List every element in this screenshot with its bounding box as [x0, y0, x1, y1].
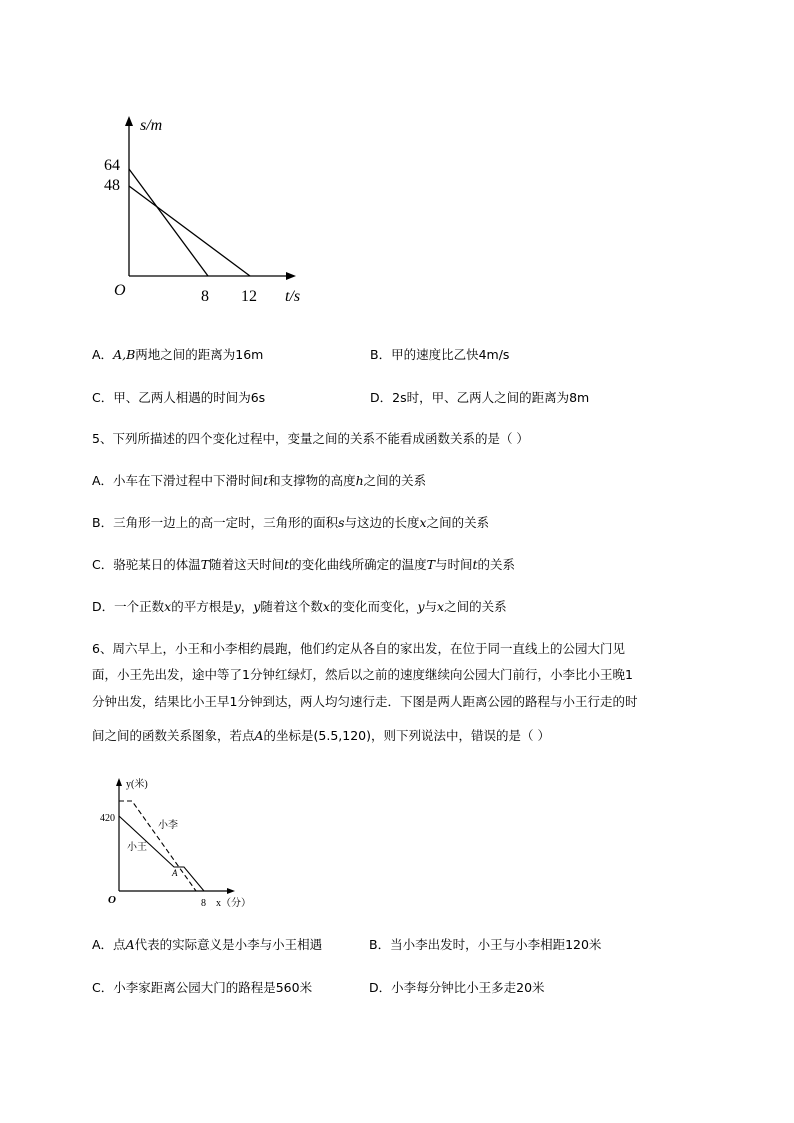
q6-line4-text-2: 的坐标是(5.5,120)，则下列说法中，错误的是（ ） — [263, 728, 550, 743]
q5-d-var-x: x — [164, 599, 172, 614]
q5-d-var-y2: y — [253, 599, 261, 614]
y-axis-label: y(米) — [126, 779, 148, 790]
y-axis-label: s/m — [140, 117, 163, 134]
q5-c-text-1: C．骆驼某日的体温 — [92, 557, 201, 572]
label-xiaoli: 小李 — [158, 820, 178, 831]
q5-d-var-x2: x — [322, 599, 330, 614]
q5-d-var-y: y — [233, 599, 241, 614]
q5-b-var-s: s — [338, 515, 345, 530]
q5-a-text-1: A．小车在下滑过程中下滑时间 — [92, 473, 264, 488]
q6-stem-line-2: 面，小王先出发，途中等了1分钟红绿灯，然后以之前的速度继续向公园大门前行，小李比小王晚1 — [92, 667, 633, 682]
x-tick-12: 12 — [241, 288, 257, 305]
y-axis-arrow — [125, 116, 133, 126]
q6-option-b: B．当小李出发时，小王与小李相距120米 — [369, 937, 602, 952]
y-tick-64: 64 — [104, 157, 120, 174]
q5-b-var-x: x — [419, 515, 427, 530]
q5-c-var-T2: T — [426, 557, 435, 572]
x-axis-arrow — [227, 888, 235, 894]
x-axis-label: t/s — [285, 288, 301, 305]
q5-c-var-t: t — [284, 557, 290, 572]
q5-d-text-4: 随着这个数 — [260, 599, 323, 614]
q5-option-a — [92, 471, 426, 489]
q5-d-text-2: 的平方根是 — [171, 599, 234, 614]
x-axis-label: x（分） — [216, 898, 251, 909]
q5-d-text-1: D．一个正数 — [92, 599, 165, 614]
point-a-label: A — [172, 868, 178, 878]
q4-option-b: B．甲的速度比乙快4m/s — [370, 347, 510, 362]
q6-a-text-1: A．点 — [92, 937, 126, 952]
origin-label: O — [108, 894, 116, 906]
q6-option-c: C．小李家距离公园大门的路程是560米 — [92, 980, 313, 995]
x-axis-arrow — [286, 272, 296, 280]
q6-a-text-2: 代表的实际意义是小李与小王相遇 — [134, 937, 323, 952]
q5-a-var-h: h — [355, 473, 364, 488]
q5-a-text-3: 之间的关系 — [363, 473, 427, 488]
q5-option-c — [92, 555, 515, 573]
q5-stem: 5、下列所描述的四个变化过程中，变量之间的关系不能看成函数关系的是（ ） — [92, 431, 529, 446]
y-tick-420: 420 — [100, 813, 115, 824]
q5-c-text-2: 随着这天时间 — [209, 557, 285, 572]
q5-b-text-3: 之间的关系 — [426, 515, 490, 530]
distance-time-chart — [0, 0, 794, 320]
park-distance-chart — [0, 770, 794, 910]
q5-c-text-3: 的变化曲线所确定的温度 — [289, 557, 427, 572]
q5-c-var-t2: t — [472, 557, 478, 572]
q5-c-text-5: 的关系 — [477, 557, 516, 572]
q6-stem-line-4 — [92, 726, 550, 744]
q4-option-c: C．甲、乙两人相遇的时间为6s — [92, 390, 266, 405]
line-person-a — [129, 169, 208, 276]
q6-stem-line-1: 6、周六早上，小王和小李相约晨跑，他们约定从各自的家出发，在位于同一直线上的公园大门见 — [92, 641, 625, 656]
q5-d-var-x3: x — [437, 599, 445, 614]
q5-b-text-1: B．三角形一边上的高一定时，三角形的面积 — [92, 515, 339, 530]
label-xiaowang: 小王 — [127, 842, 147, 853]
q5-c-text-4: 与时间 — [434, 557, 473, 572]
q6-option-d: D．小李每分钟比小王多走20米 — [369, 980, 545, 995]
q6-stem-line-3: 分钟出发，结果比小王早1分钟到达，两人均匀速行走．下图是两人距离公园的路程与小王行走的时 — [92, 694, 638, 709]
q6-a-var: A — [125, 937, 135, 952]
y-axis-arrow — [116, 778, 122, 786]
x-tick-8: 8 — [201, 288, 209, 305]
q4-option-a-text: 两地之间的距离为16m — [135, 347, 264, 362]
q5-c-var-T: T — [200, 557, 210, 572]
q5-b-text-2: 与这边的长度 — [344, 515, 420, 530]
q6-line4-var-a: A — [254, 728, 264, 743]
q4-option-a — [92, 345, 263, 363]
q6-line4-text-1: 间之间的函数关系图象，若点 — [92, 728, 255, 743]
q6-option-a — [92, 935, 322, 953]
x-tick-8: 8 — [201, 898, 206, 909]
q5-d-var-y3: y — [417, 599, 425, 614]
q4-option-a-prefix: A． — [92, 347, 114, 362]
q5-option-b — [92, 513, 489, 531]
y-tick-48: 48 — [104, 177, 120, 194]
line-person-b — [129, 186, 250, 276]
q5-a-var-t: t — [263, 473, 269, 488]
q5-d-text-3: ， — [240, 599, 254, 614]
q5-option-d — [92, 597, 507, 615]
q4-option-a-math: A,B — [113, 347, 136, 362]
q5-a-text-2: 和支撑物的高度 — [268, 473, 356, 488]
q5-d-text-7: 之间的关系 — [444, 599, 507, 614]
q5-d-text-5: 的变化而变化， — [329, 599, 418, 614]
origin-label: O — [114, 282, 126, 299]
q5-d-text-6: 与 — [424, 599, 438, 614]
q4-option-d: D．2s时，甲、乙两人之间的距离为8m — [370, 390, 590, 405]
